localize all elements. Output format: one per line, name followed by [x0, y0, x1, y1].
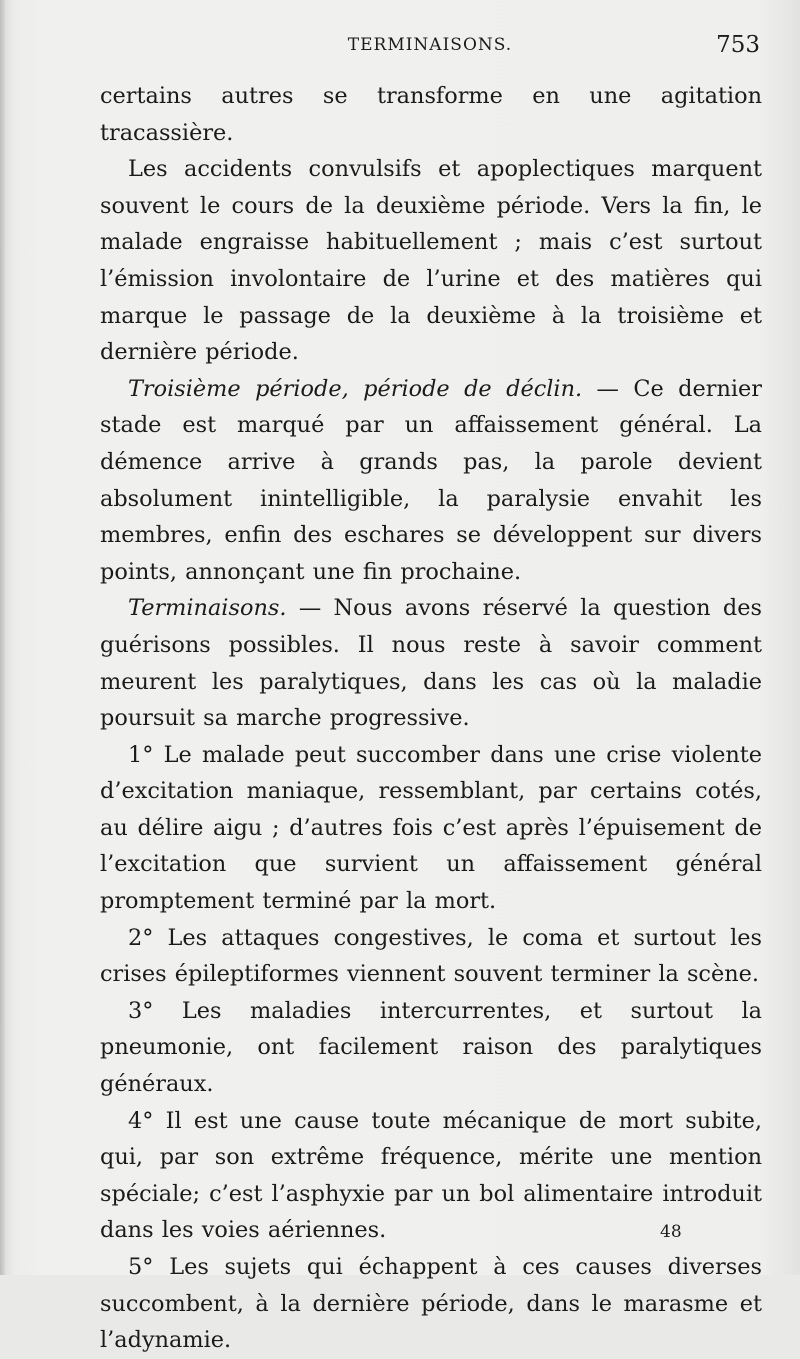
- paragraph-text: 2° Les attaques congestives, le coma et surtout les crises épileptiformes viennent souvent terminer la scène.: [100, 924, 762, 988]
- body-text: [100, 78, 762, 1359]
- list-item-1: [100, 737, 762, 920]
- paragraph-text: certains autres se transforme en une agitation tracassière.: [100, 83, 762, 146]
- list-item-3: [100, 993, 762, 1103]
- paragraph-terminations: [100, 590, 762, 736]
- list-item-2: [100, 920, 762, 993]
- paragraph-text: 1° Le malade peut succomber dans une crise violente d’excitation maniaque, ressemblant, par certains cotés, au délire aigu ; d’autres fois c’est après l’épuisement de l’excitation que survient un affaissement général promptement terminé par la mort.: [100, 741, 762, 915]
- running-title: TERMINAISONS.: [347, 35, 513, 55]
- paragraph-text: 5° Les sujets qui échappent à ces causes diverses succombent, à la dernière période, dans le marasme et l’adynamie.: [100, 1254, 762, 1354]
- paragraph-third-period: [100, 371, 762, 591]
- paragraph-text: — Ce dernier stade est marqué par un affaissement général. La démence arrive à grands pas, la parole devient absolument inintelligible, la paralysie envahit les membres, enfin des eschares se développent sur divers points, annonçant une fin prochaine.: [100, 375, 763, 585]
- section-heading: Troisième période, période de déclin.: [128, 375, 583, 402]
- paragraph-text: Les accidents convulsifs et apoplectiques marquent souvent le cours de la deuxième période. Vers la fin, le malade engraisse habituellement ; mais c’est surtout l’émission involontaire de l’urine et des matières qui marque le passage de la deuxième à la troisième et dernière période.: [100, 156, 762, 366]
- paragraph-text: 3° Les maladies intercurrentes, et surtout la pneumonie, ont facilement raison des paralytiques généraux.: [100, 997, 762, 1098]
- paragraph-text: 4° Il est une cause toute mécanique de mort subite, qui, par son extrême fréquence, mérite une mention spéciale; c’est l’asphyxie par un bol alimentaire introduit dans les voies aériennes.: [100, 1107, 762, 1244]
- paragraph-accidents: [100, 151, 762, 371]
- paragraph-text: — Nous avons réservé la question des guérisons possibles. Il nous reste à savoir comment meurent les paralytiques, dans les cas où la maladie poursuit sa marche progressive.: [100, 595, 762, 732]
- page-number: 753: [716, 32, 760, 58]
- signature-mark: 48: [660, 1222, 682, 1242]
- section-heading: Terminaisons.: [128, 595, 287, 622]
- page-header: [100, 32, 760, 62]
- page-edge-shadow: [0, 0, 6, 1275]
- list-item-5: [100, 1249, 762, 1359]
- paragraph-continuation: [100, 78, 762, 151]
